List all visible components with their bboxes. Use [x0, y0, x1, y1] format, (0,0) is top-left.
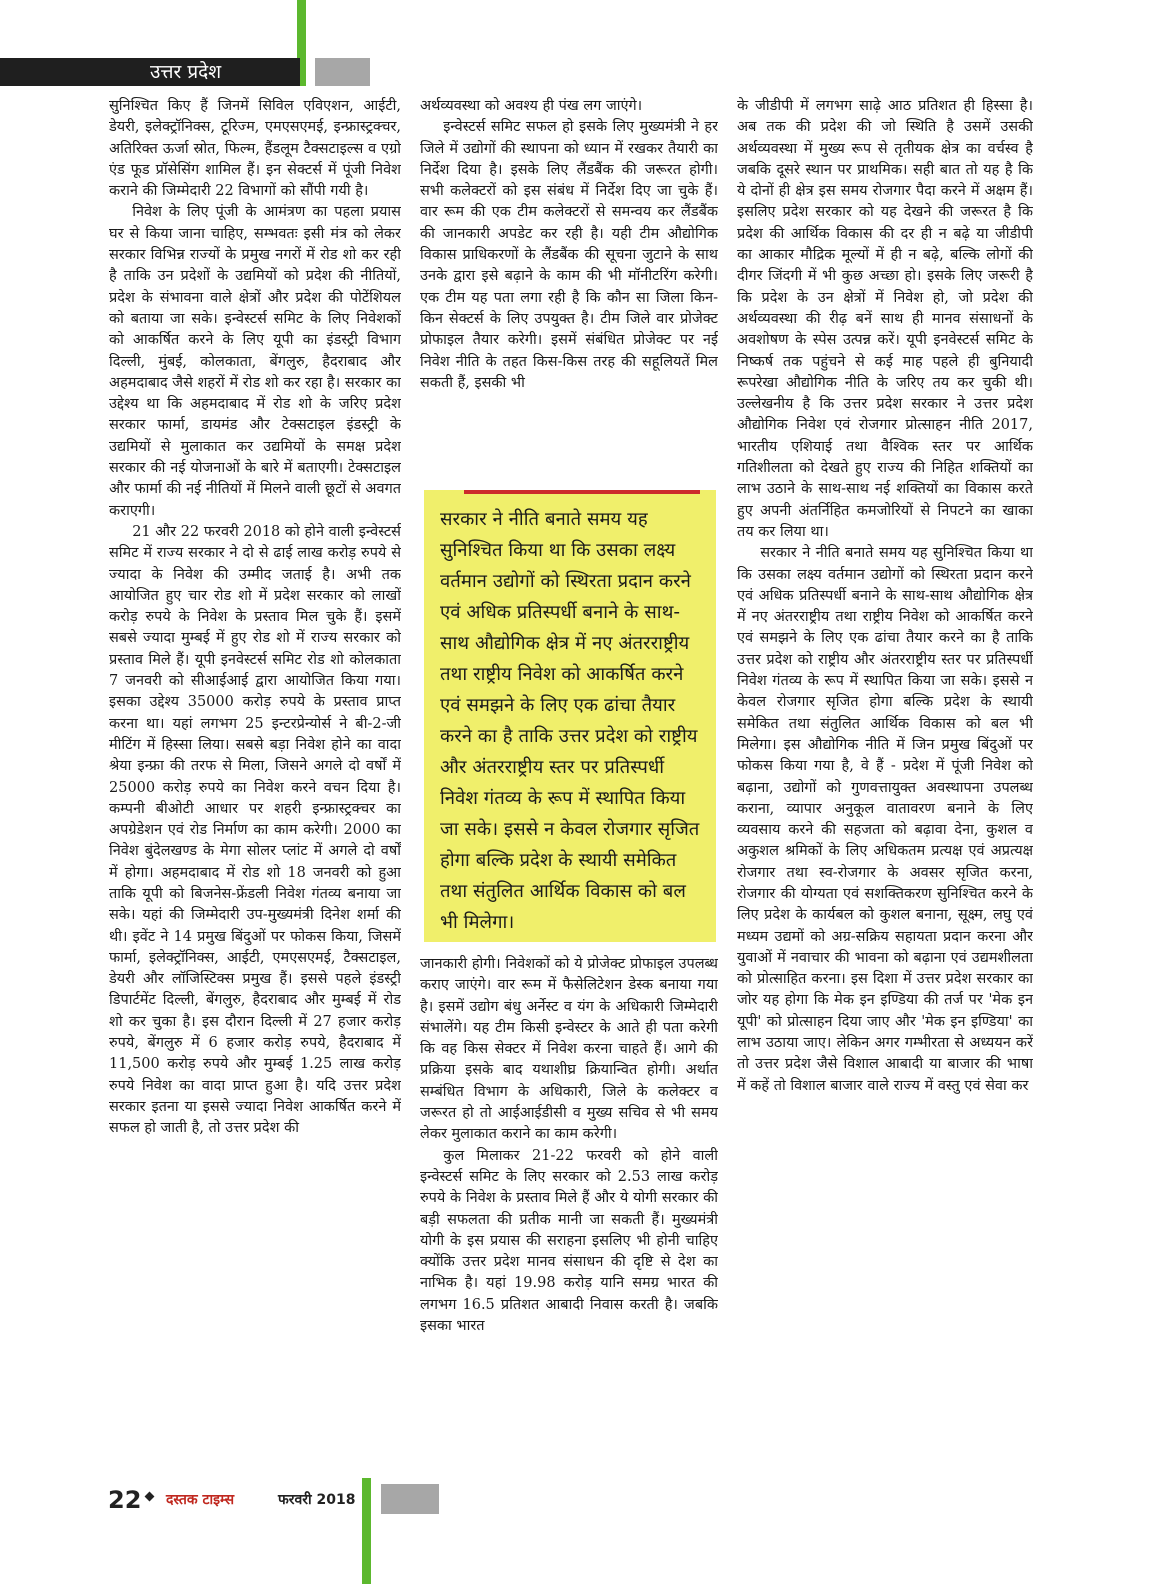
article-column-2-top [420, 96, 718, 488]
paragraph: अर्थव्यवस्था को अवश्य ही पंख लग जाएंगे। [420, 98, 643, 114]
article-column-2-bottom [420, 954, 718, 1456]
page-number: 22 [108, 1486, 142, 1514]
article-column-3 [737, 96, 1033, 1456]
paragraph: के जीडीपी में लगभग साढ़े आठ प्रतिशत ही हिस्सा है। अब तक की प्रदेश की जो स्थिति है उसमें उसकी अर्थव्यवस्था में मुख्य रूप से तृतीयक क्षेत्र का वर्चस्व है जबकि दूसरे स्थान पर प्राथमिक। सही बात तो यह है कि ये दोनों ही क्षेत्र इस समय रोजगार पैदा करने में अक्षम हैं। इसलिए प्रदेश सरकार को यह देखने की जरूरत है कि प्रदेश की आर्थिक विकास की दर ही न बढ़े या जीडीपी का आकार मौद्रिक मूल्यों में ही न बढ़े, बल्कि लोगों की दीगर जिंदगी में भी कुछ अच्छा हो। इसके लिए जरूरी है कि प्रदेश के उन क्षेत्रों में निवेश हो, जो प्रदेश की अर्थव्यवस्था की रीढ़ बनें साथ ही मानव संसाधनों के अवशोषण के स्पेस उत्पन्न करें। यूपी इनवेस्टर्स समिट के निष्कर्ष तक पहुंचने से कई माह पहले ही बुनियादी रूपरेखा औद्योगिक नीति के जरिए तय कर चुकी थी। उल्लेखनीय है कि उत्तर प्रदेश सरकार ने उत्तर प्रदेश औद्योगिक निवेश एवं रोजगार प्रोत्साहन नीति 2017, भारतीय एशियाई तथा वैश्विक स्तर पर आर्थिक गतिशीलता को देखते हुए राज्य की निहित शक्तियों का लाभ उठाने के साथ-साथ नई शक्तियों का विकास करते हुए अपनी अंतर्निहित कमजोरियों से निपटने का खाका तय कर लिया था। [737, 98, 1033, 540]
paragraph: निवेश के लिए पूंजी के आमंत्रण का पहला प्रयास घर से किया जाना चाहिए, सम्भवतः इसी मंत्र को लेकर सरकार विभिन्न राज्यों के प्रमुख नगरों में रोड शो कर रही है ताकि उन प्रदेशों के उद्यमियों को प्रदेश की नीतियों, प्रदेश के संभावना वाले क्षेत्रों और प्रदेश की पोटेंशियल को बताया जा सके। इन्वेस्टर्स समिट के लिए निवेशकों को आकर्षित करने के लिए यूपी का इंडस्ट्री विभाग दिल्ली, मुंबई, कोलकाता, बेंगलुरु, हैदराबाद और अहमदाबाद जैसे शहरों में रोड शो कर रहा है। सरकार का उद्देश्य था कि अहमदाबाद में रोड शो के जरिए प्रदेश सरकार फार्मा, डायमंड और टेक्सटाइल इंडस्ट्री के उद्यमियों से मुलाकात कर उद्यमियों के समक्ष प्रदेश सरकार की नई योजनाओं के बारे में बताएगी। टेक्सटाइल और फार्मा की नई नीतियों में मिलने वाली छूटों से अवगत कराएगी। [109, 204, 401, 519]
paragraph: 21 और 22 फरवरी 2018 को होने वाली इन्वेस्टर्स समिट में राज्य सरकार ने दो से ढाई लाख करोड़ रुपये से ज्यादा के निवेश की उम्मीद जताई है। अभी तक आयोजित हुए चार रोड शो में प्रदेश सरकार को लाखों करोड़ रुपये के निवेश के प्रस्ताव मिल चुके हैं। इसमें सबसे ज्यादा मुम्बई में हुए रोड शो में राज्य सरकार को प्रस्ताव मिले हैं। यूपी इनवेस्टर्स समिट रोड शो कोलकाता 7 जनवरी को सीआईआई द्वारा आयोजित किया गया। इसका उद्देश्य 35000 करोड़ रुपये के प्रस्ताव प्राप्त करना था। यहां लगभग 25 इन्टरप्रेन्योर्स ने बी-2-जी मीटिंग में हिस्सा लिया। सबसे बड़ा निवेश होने का वादा श्रेया इन्फ्रा की तरफ से मिला, जिसने अगले दो वर्षों में 25000 करोड़ रुपये का निवेश करने वचन दिया है। कम्पनी बीओटी आधार पर शहरी इन्फ्रास्ट्रक्चर का अपग्रेडेशन एवं रोड निर्माण का काम करेगी। 2000 का निवेश बुंदेलखण्ड के मेगा सोलर प्लांट में अगले दो वर्षों में होगा। अहमदाबाद में रोड शो 18 जनवरी को हुआ ताकि यूपी को बिजनेस-फ्रेंडली निवेश गंतव्य बनाया जा सके। यहां की जिम्मेदारी उप-मुख्यमंत्री दिनेश शर्मा की थी। इवेंट ने 14 प्रमुख बिंदुओं पर फोकस किया, जिसमें फार्मा, इलेक्ट्रॉनिक्स, आईटी, एमएसएमई, टैक्सटाइल, डेयरी और लॉजिस्टिक्स प्रमुख हैं। इससे पहले इंडस्ट्री डिपार्टमेंट दिल्ली, बेंगलुरु, हैदराबाद और मुम्बई में रोड शो कर चुका है। इस दौरान दिल्ली में 27 हजार करोड़ रुपये, बेंगलुरु में 6 हजार करोड़ रुपये, हैदराबाद में 11,500 करोड़ रुपये और मुम्बई 1.25 लाख करोड़ रुपये निवेश का वादा प्राप्त हुआ है। यदि उत्तर प्रदेश सरकार इतना या इससे ज्यादा निवेश आकर्षित करने में सफल हो जाती है, तो उत्तर प्रदेश की [109, 523, 401, 1137]
magazine-logo: दस्तक टाइम्स [166, 1492, 235, 1508]
paragraph: जानकारी होगी। निवेशकों को ये प्रोजेक्ट प्रोफाइल उपलब्ध कराए जाएंगे। वार रूम में फैसेलिटेशन डेस्क बनाया गया है। इसमें उद्योग बंधु अर्नेस्ट व यंग के अधिकारी जिम्मेदारी संभालेंगे। यह टीम किसी इन्वेस्टर के आते ही पता करेगी कि वह किस सेक्टर में निवेश करना चाहते हैं। आगे की प्रक्रिया इसके बाद यथाशीघ्र क्रियान्वित होगी। अर्थात सम्बंधित विभाग के अधिकारी, जिले के कलेक्टर व जरूरत हो तो आईआईडीसी व मुख्य सचिव से भी समय लेकर मुलाकात कराने का काम करेगी। [420, 956, 718, 1143]
diamond-icon [145, 1492, 155, 1502]
paragraph: सुनिश्चित किए हैं जिनमें सिविल एविएशन, आईटी, डेयरी, इलेक्ट्रॉनिक्स, टूरिज्म, एमएसएमई, इन्फ्रास्ट्रक्चर, अतिरिक्त ऊर्जा स्रोत, फिल्म, हैंडलूम टैक्सटाइल्स व एग्रो एंड फूड प्रॉसेसिंग शामिल हैं। इन सेक्टर्स में पूंजी निवेश कराने की जिम्मेदारी 22 विभागों को सौंपी गयी है। [109, 98, 401, 200]
footer-grey-tab [381, 1484, 439, 1514]
header-grey-tab [315, 58, 370, 86]
section-title: उत्तर प्रदेश [0, 58, 300, 86]
page-footer [108, 1484, 370, 1522]
paragraph: कुल मिलाकर 21-22 फरवरी को होने वाली इन्वेस्टर्स समिट के लिए सरकार को 2.53 लाख करोड़ रुपये के निवेश के प्रस्ताव मिले हैं और ये योगी सरकार की बड़ी सफलता की प्रतीक मानी जा सकती हैं। मुख्यमंत्री योगी के इस प्रयास की सराहना इसलिए भी होनी चाहिए क्योंकि उत्तर प्रदेश मानव संसाधन की दृष्टि से देश का नाभिक है। यहां 19.98 करोड़ यानि समग्र भारत की लगभग 16.5 प्रतिशत आबादी निवास करती है। जबकि इसका भारत [420, 1147, 718, 1335]
pull-quote-box [424, 490, 716, 942]
article-column-1 [109, 96, 401, 1456]
paragraph: इन्वेस्टर्स समिट सफल हो इसके लिए मुख्यमंत्री ने हर जिले में उद्योगों की स्थापना को ध्यान में रखकर तैयारी का निर्देश दिया है। इसके लिए लैंडबैंक की जरूरत होगी। सभी कलेक्टरों को इस संबंध में निर्देश दिए जा चुके हैं। वार रूम की एक टीम कलेक्टरों से समन्वय कर लैंडबैंक की जानकारी अपडेट कर रही है। यही टीम औद्योगिक विकास प्राधिकरणों के लैंडबैंक की सूचना जुटाने के साथ उनके द्वारा इसे बढ़ाने के काम की भी मॉनीटरिंग करेगी। एक टीम यह पता लगा रही है कि कौन सा जिला किन-किन सेक्टर्स के लिए उपयुक्त है। टीम जिले वार प्रोजेक्ट प्रोफाइल तैयार करेगी। इसमें संबंधित प्रोजेक्ट पर नई निवेश नीति के तहत किस-किस तरह की सहूलियतें मिल सकती हैं, इसकी भी [420, 119, 718, 391]
paragraph: सरकार ने नीति बनाते समय यह सुनिश्चित किया था कि उसका लक्ष्य वर्तमान उद्योगों को स्थिरता प्रदान करने एवं अधिक प्रतिस्पर्धी बनाने के साथ-साथ औद्योगिक क्षेत्र में नए अंतरराष्ट्रीय तथा राष्ट्रीय निवेश को आकर्षित करने एवं समझने के लिए एक ढांचा तैयार करने का है ताकि उत्तर प्रदेश को राष्ट्रीय और अंतरराष्ट्रीय स्तर पर प्रतिस्पर्धी निवेश गंतव्य के रूप में स्थापित किया जा सके। इससे न केवल रोजगार सृजित होगा बल्कि प्रदेश के स्थायी समेकित तथा संतुलित आर्थिक विकास को बल भी मिलेगा। इस औद्योगिक नीति में जिन प्रमुख बिंदुओं पर फोकस किया गया है, वे हैं - प्रदेश में पूंजी निवेश को बढ़ाना, उद्योगों को गुणवत्तायुक्त अवस्थापना उपलब्ध कराना, व्यापार अनुकूल वातावरण बनाने के लिए व्यवसाय करने की सहजता को बढ़ावा देना, कुशल व अकुशल श्रमिकों के लिए अधिकतम प्रत्यक्ष एवं अप्रत्यक्ष रोजगार तथा स्व-रोजगार के अवसर सृजित करना, रोजगार की योग्यता एवं सशक्तिकरण सुनिश्चित करने के लिए प्रदेश के कार्यबल को कुशल बनाना, सूक्ष्म, लघु एवं मध्यम उद्यमों को अग्र-सक्रिय सहायता प्रदान करना और युवाओं में नवाचार की भावना को बढ़ाना एवं उद्यमशीलता को प्रोत्साहित करना। इस दिशा में उत्तर प्रदेश सरकार का जोर यह होगा कि मेक इन इण्डिया की तर्ज पर 'मेक इन यूपी' को प्रोत्साहन दिया जाए और 'मेक इन इण्डिया' का लाभ उठाया जाए। लेकिन अगर गम्भीरता से अध्ययन करें तो उत्तर प्रदेश जैसे विशाल आबादी या बाजार की भाषा में कहें तो विशाल बाजार वाले राज्य में वस्तु एवं सेवा कर [737, 545, 1033, 1094]
issue-date: फरवरी 2018 [278, 1492, 356, 1508]
pull-quote-rule [464, 490, 700, 494]
pull-quote-text: सरकार ने नीति बनाते समय यह सुनिश्चित किया था कि उसका लक्ष्य वर्तमान उद्योगों को स्थिरता प्रदान करने एवं अधिक प्रतिस्पर्धी बनाने के साथ-साथ औद्योगिक क्षेत्र में नए अंतरराष्ट्रीय तथा राष्ट्रीय निवेश को आकर्षित करने एवं समझने के लिए एक ढांचा तैयार करने का है ताकि उत्तर प्रदेश को राष्ट्रीय और अंतरराष्ट्रीय स्तर पर प्रतिस्पर्धी निवेश गंतव्य के रूप में स्थापित किया जा सके। इससे न केवल रोजगार सृजित होगा बल्कि प्रदेश के स्थायी समेकित तथा संतुलित आर्थिक विकास को बल भी मिलेगा। [440, 509, 700, 933]
